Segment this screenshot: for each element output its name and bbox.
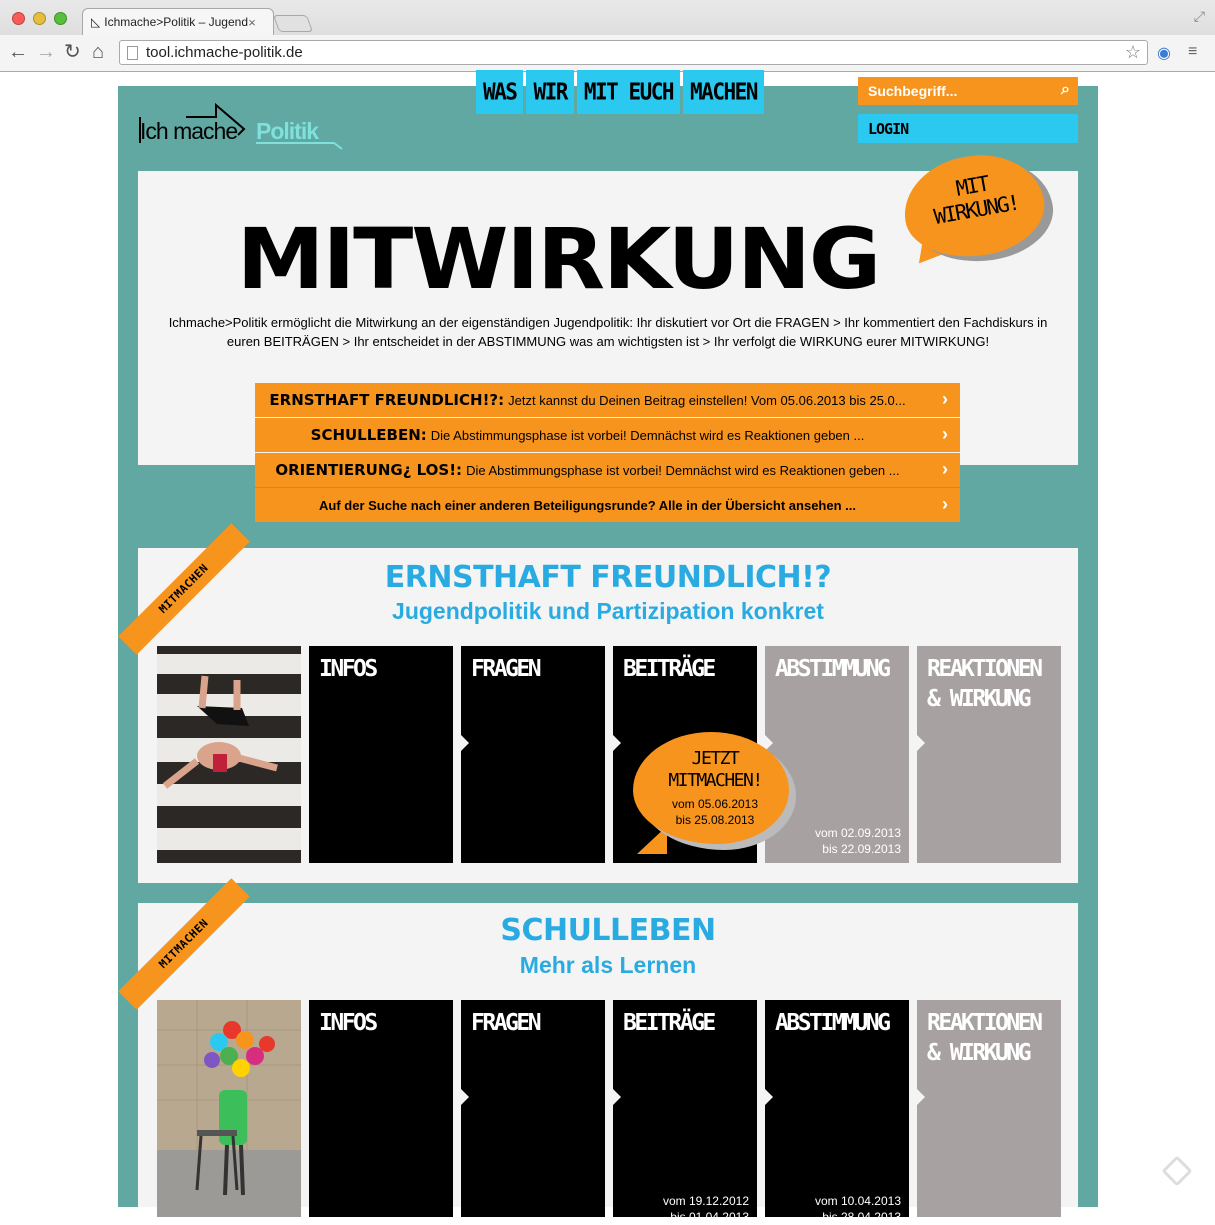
phase-date-from: vom 19.12.2012: [662, 1194, 749, 1208]
menu-icon[interactable]: ≡: [1188, 43, 1198, 60]
round-name: SCHULLEBEN:: [310, 426, 427, 444]
round-link[interactable]: [255, 453, 960, 487]
phase-date-from: vom 02.09.2013: [814, 826, 901, 840]
chevron-right-icon: ›: [942, 459, 948, 479]
tab-title: Ichmache>Politik – Jugend: [104, 15, 248, 29]
bookmark-star-icon[interactable]: ☆: [1124, 42, 1141, 62]
phase-dates: [815, 825, 901, 857]
bubble-date-from: vom 05.06.2013: [671, 797, 759, 811]
phase-label: REAKTIONEN & WIRKUNG: [927, 1010, 1041, 1066]
phase-date-to: bis 22.09.2013: [822, 842, 901, 856]
round-panel-ernsthaft: [138, 548, 1078, 883]
phase-label: REAKTIONEN & WIRKUNG: [927, 656, 1041, 712]
round-text: Auf der Suche nach einer anderen Beteiligungsrunde? Alle in der Übersicht ansehen ...: [319, 497, 856, 513]
zoom-window-button[interactable]: [54, 12, 67, 25]
phase-label: BEITRÄGE: [623, 656, 714, 682]
logo-text-politik: Politik: [256, 118, 319, 144]
logo-text-ichmache: Ich mache: [140, 118, 238, 144]
panel-title[interactable]: ERNSTHAFT FREUNDLICH!?: [384, 560, 832, 595]
nav-item-machen[interactable]: MACHEN: [683, 70, 764, 114]
round-photo[interactable]: [157, 646, 301, 863]
round-text: Jetzt kannst du Deinen Beitrag einstellen! Vom 05.06.2013 bis 25.0...: [508, 392, 906, 408]
phase-label: FRAGEN: [471, 1010, 540, 1036]
minimize-window-button[interactable]: [33, 12, 46, 25]
page-icon: [127, 46, 138, 60]
phase-tile-reaktionen[interactable]: [917, 1000, 1061, 1217]
close-window-button[interactable]: [12, 12, 25, 25]
phase-tile-abstimmung[interactable]: [765, 1000, 909, 1224]
round-name: ORIENTIERUNG¿ LOS!:: [275, 461, 463, 479]
round-photo[interactable]: [157, 1000, 301, 1217]
browser-tab[interactable]: [82, 8, 274, 35]
site-favicon-icon: ◺: [91, 15, 101, 29]
chevron-right-icon: ›: [942, 424, 948, 444]
phase-tile-fragen[interactable]: [461, 1000, 605, 1217]
phase-dates: [815, 1193, 901, 1225]
feedly-icon[interactable]: [1161, 1155, 1192, 1186]
phase-label: FRAGEN: [471, 656, 540, 682]
bubble-dates: [647, 796, 783, 828]
address-bar[interactable]: [119, 40, 1148, 65]
chevron-right-icon: ›: [942, 389, 948, 409]
phase-tile-infos[interactable]: [309, 646, 453, 863]
panel-subtitle: Jugendpolitik und Partizipation konkret: [392, 598, 824, 624]
phase-label: ABSTIMMUNG: [775, 1010, 889, 1036]
reload-icon[interactable]: ↻: [64, 41, 81, 63]
url-text: tool.ichmache-politik.de: [146, 44, 303, 61]
round-link[interactable]: [255, 418, 960, 452]
all-rounds-link[interactable]: [255, 488, 960, 522]
site-logo[interactable]: [138, 103, 344, 149]
browser-chrome: [0, 0, 1215, 72]
balloons-photo-image: [157, 1000, 301, 1217]
round-text: Die Abstimmungsphase ist vorbei! Demnächst wird es Reaktionen geben ...: [466, 462, 900, 478]
phase-tile-infos[interactable]: [309, 1000, 453, 1217]
round-panel-schulleben: [138, 903, 1078, 1224]
fullscreen-icon[interactable]: ⤢: [1193, 8, 1205, 24]
browser-toolbar: [0, 35, 1215, 71]
close-tab-icon[interactable]: ×: [248, 14, 256, 30]
phase-tile-fragen[interactable]: [461, 646, 605, 863]
search-icon[interactable]: ⌕: [1061, 81, 1070, 98]
search-placeholder: Suchbegriff...: [868, 83, 958, 99]
bubble-date-to: bis 25.08.2013: [675, 813, 755, 827]
back-arrow-icon[interactable]: ←: [8, 41, 28, 63]
login-button[interactable]: LOGIN: [858, 114, 1078, 143]
phase-date-to: bis 01.04.2013: [670, 1210, 749, 1224]
round-name: ERNSTHAFT FREUNDLICH!?:: [269, 391, 505, 409]
round-text: Die Abstimmungsphase ist vorbei! Demnächst wird es Reaktionen geben ...: [430, 427, 865, 443]
phase-tile-beitraege[interactable]: [613, 1000, 757, 1224]
phase-tiles: [157, 646, 1061, 863]
hero-text: Ichmache>Politik ermöglicht die Mitwirkung an der eigenständigen Jugendpolitik: Ihr diskutiert vor Ort die FRAGEN > Ihr kommentiert den Fachdiskurs in euren BEITRÄGEN > Ihr entscheidet in der ABSTIMMUNG was am wichtigsten ist > Ihr verfolgt die WIRKUNG eurer MITWIRKUNG!: [168, 315, 1048, 349]
window-controls: [12, 12, 67, 25]
chevron-right-icon: ›: [942, 494, 948, 514]
phase-dates: [663, 1193, 749, 1225]
crosswalk-photo-image: [157, 646, 301, 863]
mitmachen-ribbon: MITMACHEN: [118, 523, 250, 655]
phase-label: INFOS: [319, 656, 376, 682]
rounds-list: [255, 383, 960, 523]
nav-item-mit-euch[interactable]: MIT EUCH: [577, 70, 680, 114]
bubble-text: MIT WIRKUNG!: [932, 171, 1021, 230]
phase-date-from: vom 10.04.2013: [814, 1194, 901, 1208]
phase-label: INFOS: [319, 1010, 376, 1036]
nav-item-wir[interactable]: WIR: [526, 70, 573, 114]
search-input[interactable]: [858, 77, 1078, 105]
forward-arrow-icon[interactable]: →: [36, 41, 56, 63]
extension-icon[interactable]: ◉: [1157, 45, 1171, 62]
main-nav: [476, 72, 764, 112]
hero-title: MITWIRKUNG: [236, 210, 880, 308]
panel-subtitle: Mehr als Lernen: [519, 952, 697, 978]
bubble-text: JETZT MITMACHEN!: [668, 748, 762, 791]
phase-date-to: bis 28.04.2013: [822, 1210, 901, 1224]
mit-wirkung-bubble: [900, 152, 1048, 274]
round-link[interactable]: [255, 383, 960, 417]
phase-label: BEITRÄGE: [623, 1010, 714, 1036]
phase-label: ABSTIMMUNG: [775, 656, 889, 682]
phase-tile-reaktionen[interactable]: [917, 646, 1061, 863]
panel-title[interactable]: SCHULLEBEN: [500, 913, 716, 948]
new-tab-button[interactable]: [273, 15, 313, 32]
phase-tiles: [157, 1000, 1061, 1224]
nav-item-was[interactable]: WAS: [476, 70, 523, 114]
home-icon[interactable]: ⌂: [92, 41, 105, 63]
jetzt-mitmachen-bubble[interactable]: [631, 726, 799, 866]
mitmachen-ribbon: MITMACHEN: [118, 878, 250, 1010]
